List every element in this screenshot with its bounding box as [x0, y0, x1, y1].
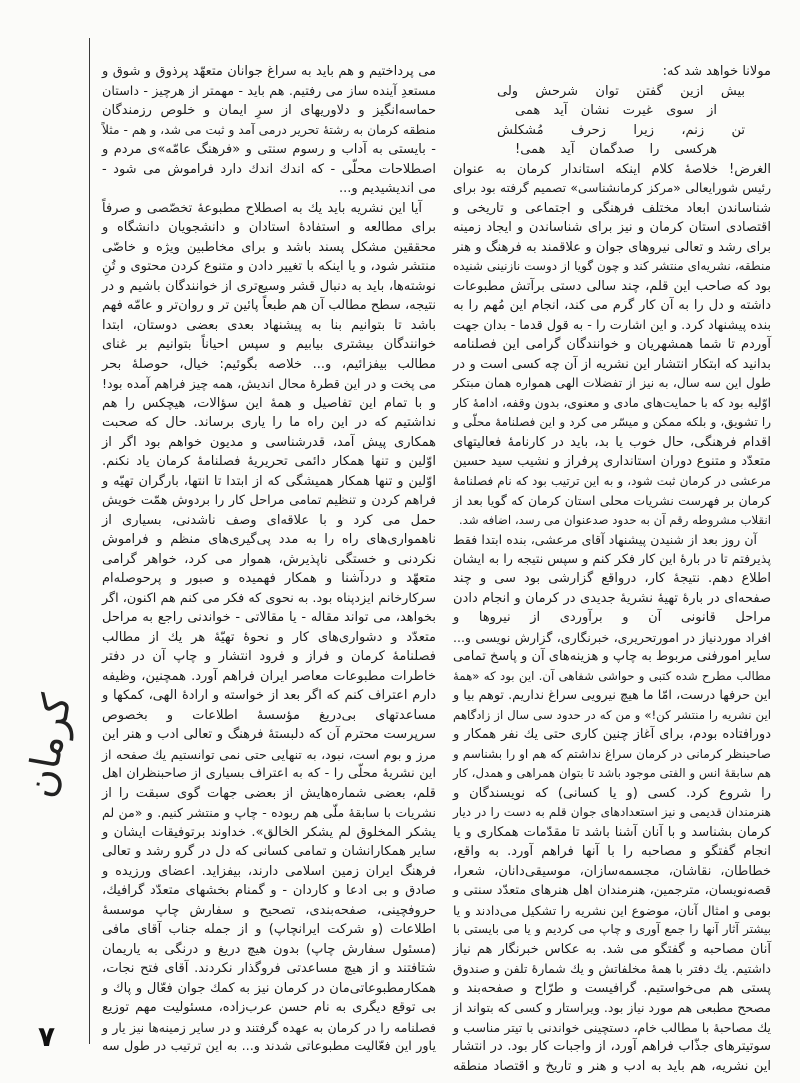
text-line: پذیرفتم تا در بارهٔ این کار فکر کنم و سپس نتیجه را به ایشان — [452, 551, 771, 567]
text-line: منطقه، نشریه‌ای منتشر کند و چون گویا از دوست نازنینی شنیده — [453, 259, 771, 273]
text-line: متعدّد و دشواری‌های کار و نحوهٔ تهیّهٔ هر یك از مطالب — [102, 629, 436, 645]
text-line: قصه‌نویسان، مترجمین، هنرمندان اهل هنرهای متعدّد سنتی و — [453, 883, 771, 898]
text-line: را تشویق، و بلکه ممکن و میسّر می کرد و این فصلنامهٔ محلّی و — [453, 415, 771, 429]
text-line: خاطرات مطبوعات معاصر ایران فراهم آورد. همچنین، وظیفه — [102, 668, 436, 684]
text-line: می اندیشیدیم و... — [338, 181, 436, 196]
text-line: مصحح مطبعی هم مورد نیاز بود. ویراستار و کسی که بتواند از — [453, 1000, 771, 1015]
text-line: هنرمندان قدیمی و نیز استعدادهای جوان قلم به دست را در دیار — [453, 805, 771, 819]
text-line: می پخت و در این قطرهٔ محال اندیش، همه چیز فراهم آمده بود! — [102, 376, 436, 391]
right-column — [453, 62, 771, 1076]
text-line: فصلنامهٔ کرمان و فراز و فرود انتشار و چاپ آن در دفتر — [102, 649, 436, 664]
poem-verse: بیش ازین گفتن توان شرحش ولی — [497, 83, 745, 99]
text-line: بخواهد، می تواند مقاله - یا مقالاتی - خواندنی راجع به مراحل — [102, 610, 436, 625]
text-line: اقتصادی استان کرمان و نیز برای شناساندن و ایجاد زمینه — [453, 220, 771, 235]
text-line: نشریات با سابقهٔ ملّی هم ربوده - چاپ و منتشر کنیم. و «من لم — [102, 805, 436, 820]
text-line: مساعدتهای بی‌دریغ مؤسسهٔ اطلاعات و بخصوص — [102, 707, 436, 723]
text-line: دورافتاده بودم، برای آغاز چنین کاری حتی یك نفر همکار و — [453, 727, 771, 742]
text-line: فراهم کردن و تنظیم تمامی مراحل کار را بردوش همّت خویش — [102, 493, 436, 508]
text-line: فرهنگ ایران زمین اسلامی دارند، بیفزاید. اعضای ورزیده و — [102, 863, 436, 879]
text-line: خوانندگان بیشتری بیابیم و سپس احیاناً بتوانیم بر غنای — [102, 337, 436, 352]
text-line: آوردم تا شما همشهریان و خوانندگان گرامی این فصلنامه — [453, 337, 771, 352]
text-line: بومی و امثال آنان، موضوع این نشریه را تشکیل می‌دادند و یا — [453, 902, 771, 918]
text-line: - بایستی به آداب و رسوم سنتی و «فرهنگ عامّه»ی مردم و — [102, 142, 436, 157]
text-line: طول این سه سال، به نیز از تفضلات الهی همواره همان مبتکر — [453, 376, 771, 390]
text-line: اطلاعات (و شرکت ایرانچاپ) و از جمله جناب آقای مافی — [102, 922, 436, 937]
text-line: انجام گفتگو و مصاحبه را با آنها فراهم آورد. به واقع، — [453, 844, 771, 859]
text-line: نداشتیم که در این راه ما را یاری برساند. حال که صحبت — [102, 415, 436, 430]
text-line: صاحبنظر کرمانی در کرمان سراغ نداشتم که هم او را بشناسم و — [453, 746, 771, 761]
text-line: یاور این فعّالیت مطبوعاتی شدند و... به این ترتیب در طول سه — [102, 1039, 436, 1054]
poem-verse: تن زنم، زیرا زحرف مُشکلش — [497, 122, 745, 138]
text-line: کرمان بشناسد و با آنان آشنا باشد تا مقدّمات همکاری و یا — [453, 824, 771, 840]
left-column — [102, 62, 436, 1057]
text-line: (مسئول سفارش چاپ) بدون هیچ دریغ و درنگی به یاریمان — [102, 941, 436, 957]
text-line: مستعدِ آینده ساز می رفتیم. هم باید - مهمتر از هرچیز - داستان — [102, 83, 436, 99]
text-line: اقدام فرهنگی، حال خوب یا بد، باید در کارنامهٔ فعالیتهای — [453, 434, 771, 450]
text-line: حماسه‌انگیز و دلاوریهای از سرِ ایمان و خلوص رزمندگان — [102, 103, 436, 118]
text-line: یشکر المخلوق لم یشکر الخالق». خداوند برتوفیقات ایشان و — [102, 824, 436, 840]
poem-block — [453, 62, 771, 160]
text-line: حمل می کرد و با علاقه‌ای وصف ناشدنی، بسیاری از — [102, 512, 436, 528]
text-line: برای رشد و تعالی نیروهای جوان و علاقمند به فرهنگ و هنر — [453, 239, 771, 255]
text-line: این نشریهٔ محلّی را - که به اعتراف بسیاری از صاحبنظران اهل — [102, 766, 436, 781]
text-line: بدانید که ابتکار انتشار این نشریه از آن چه کسی است و در — [453, 356, 771, 372]
text-line: اوّلیه بود که با حمایت‌های مادی و معنوی، بدون وقفه، ادامهٔ کار — [453, 395, 771, 410]
text-line: سایر امورفنی مربوط به چاپ و هزینه‌های آن و پاسخ تمامی — [453, 649, 771, 664]
text-line: داشته و دل را به آن کار گرم می کند، انجام این مُهم را به — [453, 298, 771, 313]
text-line: این نشریه را منتشر کن!» و من که در حدود سی سال از زادگاهم — [453, 707, 771, 722]
paragraph — [102, 199, 436, 1057]
text-line: همکارمطبوعاتی‌مان در کرمان نیز به کمك جوان فعّال و پاك و — [102, 980, 436, 996]
text-line: هم سابقهٔ انس و الفتی موجود باشد تا بتوان همراهی و همدل، کار — [453, 766, 771, 780]
text-line: همکاری پیش آمد، قدرشناسی و مدیون خواهم بود اگر از — [102, 434, 436, 450]
paragraph — [102, 62, 436, 199]
text-line: خطاطان، نقاشان، مجسمه‌سازان، موسیقی‌دانان، شعرا، — [453, 863, 771, 879]
text-line: مرز و بوم است، نبود، به تنهایی حتی نمی توانستیم یك صفحه از — [102, 746, 436, 762]
text-line: اوّلین و تنها همکار دائمی تحریریهٔ فصلنامهٔ کرمان یاد نکنم. — [102, 454, 436, 469]
text-line: اصطلاحات محلّی - که اندك اندك دارد فراموش می شود - — [102, 161, 436, 177]
text-line: سوتیترهای جذّاب فراهم آورد، از واجبات کار بود. در انتشار — [453, 1039, 771, 1054]
text-line: نتیجه، سطح مطالب آن هم طبعاً پائین تر و روان‌تر و عامّه فهم — [102, 298, 436, 313]
text-line: بنده پیشنهاد کرد. و این اشارت را - به قول قدما - بدان جهت — [453, 317, 771, 333]
text-line: متعهّد و دردآشنا و همکار فهمیده و صبور و پرحوصله‌ام — [102, 571, 436, 586]
text-line: آن روز بعد از شنیدن پیشنهاد آقای مرعشی، بنده ابتدا فقط — [453, 532, 757, 547]
text-line: پستی هم می‌خواستیم. گرافیست و طرّاح و صفحه‌بند و — [453, 980, 771, 996]
text-line: افراد موردنیاز در امورتحریری، خبرنگاری، گزارش نویسی و... — [453, 629, 771, 645]
text-line: سرکارخانم ایزدپناه بود. به نحوی که فکر می کنم هم اکنون، اگر — [102, 590, 436, 606]
text-line: صفحه‌ای در بارهٔ تهیهٔ نشریهٔ جدیدی در کرمان و انجام دادن — [453, 590, 771, 606]
text-line: این نشریه، هم باید به ادب و هنر و تاریخ و اقتصاد منطقه — [453, 1058, 771, 1074]
text-line: بود که صاحب این قلم، چند سالی دستی برآتش مطبوعات — [453, 278, 771, 294]
text-line: مطالب بیفزائیم، و... خلاصه بگوئیم: خیال، حوصلهٔ بحر — [102, 356, 436, 372]
text-line: انقلاب مشروطه رقم آن به حدود صدعنوان می رسد، اضافه شد. — [458, 512, 771, 527]
text-line: رئیس شورایعالی «مرکز کرمانشناسی» تصمیم گرفته بود برای — [453, 181, 771, 195]
text-line: الغرض! خلاصهٔ کلام اینکه استاندار کرمان به عنوان — [453, 161, 771, 177]
text-line: سرپرست محترم آن که دلبستهٔ فرهنگ و تعالی ادب و هنر این — [102, 727, 436, 742]
text-line: داشتیم. یك دفتر با همهٔ مخلفاتش و یك شمارهٔ تلفن و صندوق — [453, 961, 771, 976]
text-line: قلم، بعضی شماره‌هایش از بعضی جهات گوی سبقت را از — [102, 785, 436, 801]
paragraph — [453, 160, 771, 531]
text-line: یك مصاحبهٔ با مطالب خام، دستچینی خواندنی با تیتر مناسب و — [453, 1019, 771, 1035]
kerman-logo: کرمان — [17, 690, 81, 802]
poem-verse: از سوی غیرت نشان آید همی — [515, 103, 717, 118]
text-line: سایر همکارانشان و تمامی کسانی که دل در گرو رشد و تعالی — [102, 844, 436, 859]
text-line: می پرداختیم و هم باید به سراغ جوانان متعهّد پرذوق و شوق و — [102, 64, 436, 79]
text-line: حروفچینی، صفحه‌بندی، تصحیح و سفارش چاپ موسسهٔ — [102, 902, 436, 918]
text-line: صادق و بی ادعا و کاردان - و گمنام بخشهای متعدّد گرافیك، — [102, 883, 436, 898]
paragraph — [453, 530, 771, 1076]
text-line: برای مطالعه و استفادهٔ استادان و دانشجویان دانشگاه و — [102, 220, 436, 235]
text-line: این حرفها درست، امّا ما هیچ نیرویی سراغ نداریم. توهم بیا و — [453, 688, 771, 703]
text-line: مراحل قانونی آن و برآوردی از نیروها و — [453, 610, 771, 625]
text-line: دارم اعتراف کنم که اگر بعد از خواسته و ارادهٔ الهی، کمکها و — [102, 688, 436, 703]
text-line: متعدّد و متنوع دوران استانداری پرفراز و نشیب سید حسین — [453, 454, 771, 469]
text-line: نکردنی و خستگی ناپذیرش، هموار می کرد، خواهر گرامی — [102, 551, 436, 567]
page-number: ۷ — [38, 1020, 56, 1053]
text-line: را شروع کرد. کسی (و یا کسانی) که نویسندگان و — [453, 785, 771, 801]
text-line: و با تمام این تفاصیل و همهٔ این سؤالات، هیچکس را هم — [102, 395, 436, 411]
poem-verse: هرکسی را صدگمان آید همی! — [515, 142, 717, 157]
text-line: کرمان بر فهرست نشریات محلی استان کرمان که گویا بعد از — [453, 493, 771, 508]
text-line: ناهمواری‌های راه را به مدد پی‌گیری‌های منظم و فراموش — [102, 532, 436, 547]
text-line: مرعشی در کرمان ثبت شود، و به این ترتیب بود که نام فصلنامهٔ — [453, 473, 771, 488]
poem-intro: مولانا خواهد شد که: — [662, 64, 771, 79]
text-line: آیا این نشریه باید یك به اصطلاح مطبوعهٔ تخصّصی و صرفاً — [102, 200, 422, 216]
text-line: منطقه کرمان به رشتهٔ تحریر درمی آمد و ثبت می شد، و هم - مثلاً — [102, 122, 436, 137]
text-line: نوشته‌ها، باید به دنبال قشر وسیع‌تری از خوانندگان باشیم و در — [102, 278, 436, 294]
text-line: آنان مصاحبه و گفتگو می شد. به عکاس خبرنگار هم نیاز — [453, 941, 771, 957]
text-line: محققین مشکل پسند باشد و برای مخاطبین ویژه و خاصّی — [102, 239, 436, 255]
text-line: منتشر شود، و یا اینکه با تغییر دادن و متنوع کردن محتوی و تُنِ — [102, 259, 436, 274]
text-line: باشد تا بتوانیم بنا به پیشنهاد بعدی بعضی دوستان، ابتدا — [102, 317, 436, 333]
text-line: مطالب مطرح شده کتبی و حواشی شفاهی آن. این بود که «همهٔ — [453, 668, 771, 683]
text-line: شتافتند و از هیچ مساعدتی فروگذار نکردند. آقای فتح نجات، — [102, 961, 436, 976]
text-line: شناساندن ابعاد مختلف فرهنگی و اجتماعی و تاریخی و — [453, 200, 771, 216]
text-line: بی توقع دیگری به نام حسن عرب‌زاده، مسئولیت مهم توزیع — [102, 1000, 436, 1015]
text-line: فصلنامه را در کرمان به عهده گرفتند و در سایر زمینه‌ها نیز یار و — [102, 1019, 436, 1035]
margin-rule — [89, 38, 90, 1044]
text-line: اوّلین و تنها همکار همیشگی که از ابتدا تا انتها، بارگران تهیّه و — [102, 473, 436, 489]
text-line: بیشتر آثار آنها را جمع آوری و چاپ می کردیم و یا می بایستی با — [453, 922, 771, 936]
text-line: اطلاع دهم. نتیجهٔ کار، درواقع گزارشی بود سی و چند — [453, 571, 771, 586]
